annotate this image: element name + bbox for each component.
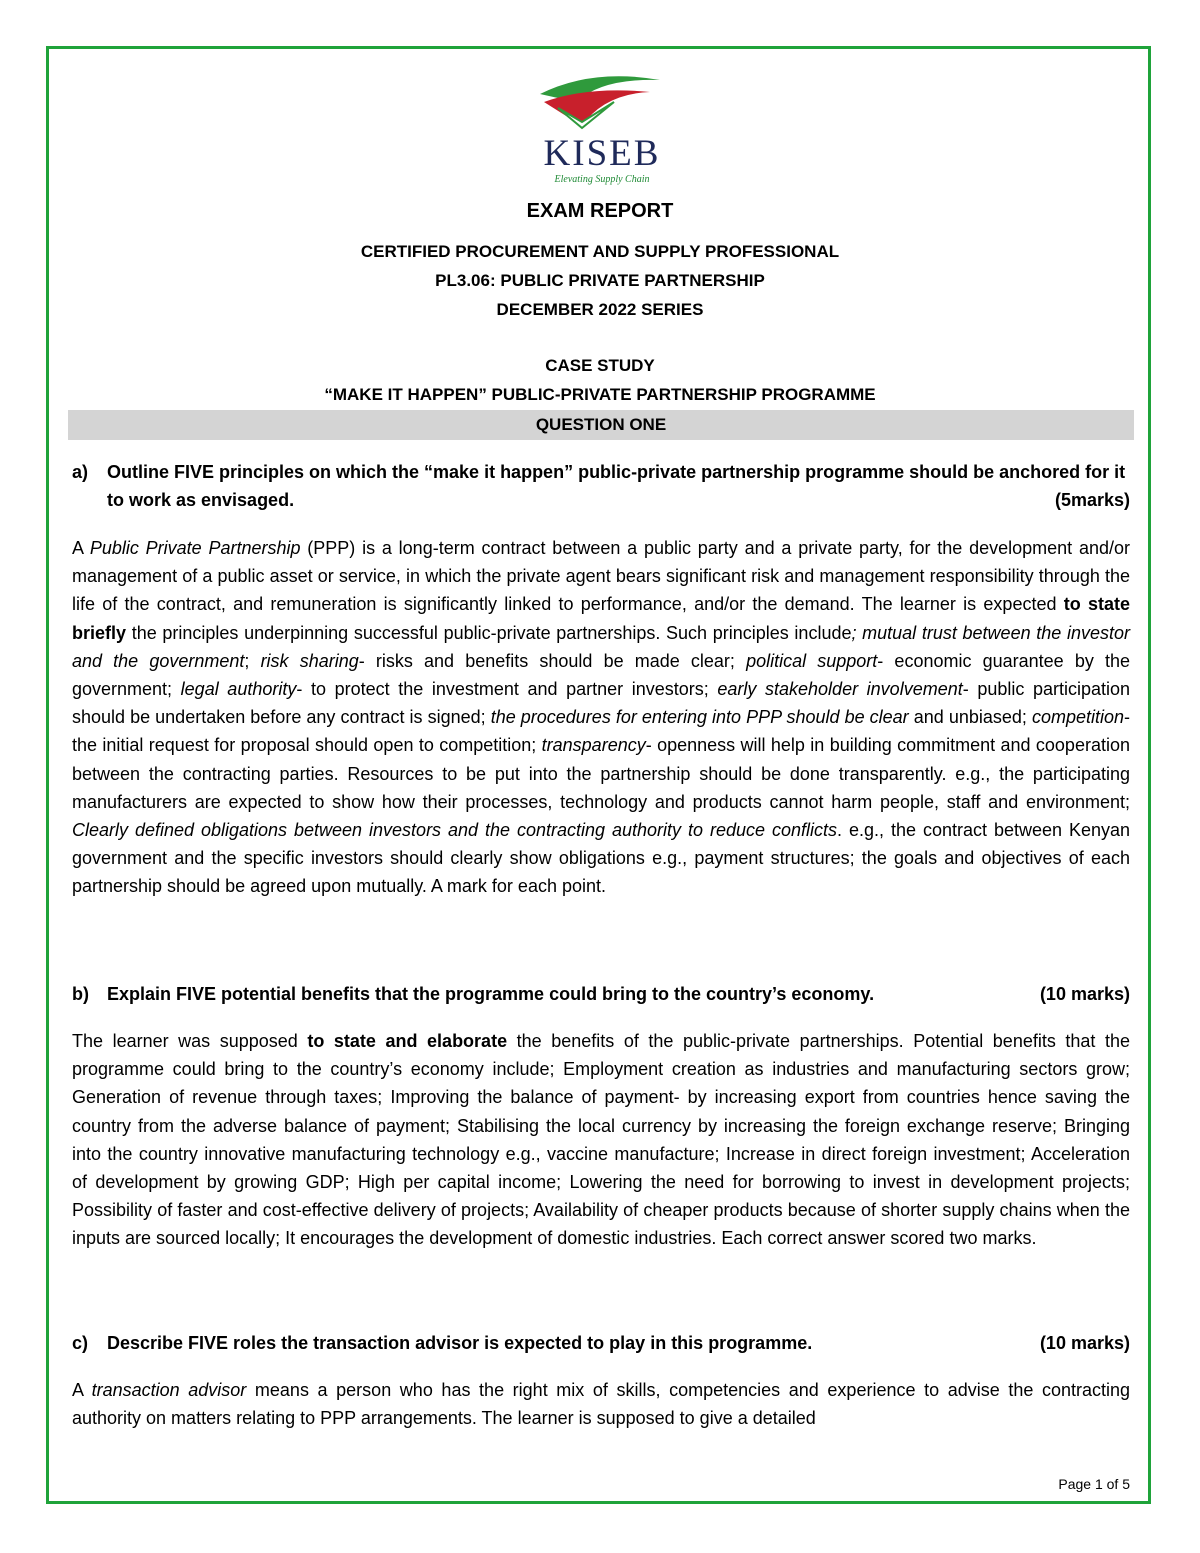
- question-b-heading: [72, 980, 1130, 1008]
- text-run: competition: [1031, 707, 1125, 728]
- text-run: to state and elaborate: [307, 1031, 508, 1051]
- case-study-label: CASE STUDY: [545, 356, 655, 375]
- text-run: ;: [244, 650, 261, 671]
- logo-tagline: Elevating Supply Chain: [554, 174, 650, 185]
- question-c-text: Describe FIVE roles the transaction advisor is expected to play in this programme.: [107, 1333, 813, 1353]
- text-run: ; mutual trust between the investor and the government: [72, 622, 1130, 671]
- question-a-heading: [72, 458, 1130, 514]
- text-run: . e.g., the contract between Kenyan government and the specific investors should clearly show obligations e.g., payment structures; the goals and objectives of each partnership should be agreed upon mutually. A mark for each point.: [72, 820, 1131, 897]
- text-run: The learner was supposed: [72, 1031, 308, 1051]
- text-run: - economic guarantee by the government;: [72, 650, 1131, 700]
- text-run: early stakeholder involvement: [717, 679, 963, 700]
- text-run: and unbiased;: [908, 707, 1032, 728]
- text-run: - to protect the investment and partner investors;: [296, 679, 718, 700]
- kiseb-logo: [532, 72, 672, 190]
- answer-b-paragraph: [72, 1027, 1130, 1253]
- logo-swoosh-icon: [532, 72, 672, 142]
- paper-title: PL3.06: PUBLIC PRIVATE PARTNERSHIP: [435, 271, 765, 290]
- question-b-text: Explain FIVE potential benefits that the programme could bring to the country’s economy.: [107, 984, 875, 1004]
- text-run: legal authority: [180, 679, 297, 700]
- case-study-title: “MAKE IT HAPPEN” PUBLIC-PRIVATE PARTNERSHIP PROGRAMME: [324, 385, 876, 404]
- text-run: transparency: [541, 735, 646, 756]
- text-run: transaction advisor: [91, 1380, 247, 1400]
- question-a-label: a): [72, 462, 89, 482]
- text-run: (PPP) is a long-term contract between a public party and a private party, for the development and/or management of a public asset or service, in which the private agent bears significant risk and management responsibility through the life of the contract, and remuneration is significantly linked to performance, and/or the demand. The learner is expected: [72, 538, 1130, 615]
- text-run: means a person who has the right mix of skills, competencies and experience to advise the contracting authority on matters relating to PPP arrangements. The learner is supposed to give a detailed: [72, 1380, 1131, 1429]
- question-c-label: c): [72, 1333, 89, 1353]
- question-c-heading: [72, 1329, 1130, 1357]
- text-run: Public Private Partnership: [89, 538, 301, 558]
- text-run: - public participation should be undertaken before any contract is signed;: [72, 679, 1131, 728]
- text-run: - the initial request for proposal should open to competition;: [72, 707, 1131, 756]
- text-run: the principles underpinning successful public-private partnerships. Such principles include: [126, 622, 852, 643]
- question-a-text: Outline FIVE principles on which the “make it happen” public-private partnership programme should be anchored for it to work as envisaged.: [107, 462, 1126, 510]
- page-number: Page 1 of 5: [1058, 1476, 1130, 1492]
- answer-c-paragraph: [72, 1376, 1130, 1432]
- text-run: Clearly defined obligations between investors and the contracting authority to reduce conflicts: [72, 820, 838, 841]
- series-title: DECEMBER 2022 SERIES: [496, 300, 704, 319]
- question-one-bar: QUESTION ONE: [68, 410, 1134, 440]
- text-run: the benefits of the public-private partnerships. Potential benefits that the programme could bring to the country’s economy include; Employment creation as industries and manufacturing sectors grow; Generation of revenue through taxes; Improving the balance of payment- by increasing export from countries hence saving the country from the adverse balance of payment; Stabilising the local currency by increasing the foreign exchange reserve; Bringing into the country innovative manufacturing technology e.g., vaccine manufacture; Increase in direct foreign investment; Acceleration of development by growing GDP; High per capital income; Lowering the need for borrowing to invest in development projects; Possibility of faster and cost-effective delivery of projects; Availability of cheaper products because of shorter supply chains when the inputs are sourced locally; It encourages the development of domestic industries. Each correct answer scored two marks.: [72, 1031, 1131, 1249]
- qualification-title: CERTIFIED PROCUREMENT AND SUPPLY PROFESSIONAL: [360, 242, 840, 261]
- text-run: political support: [746, 650, 878, 671]
- text-run: A: [72, 1380, 92, 1400]
- text-run: the procedures for entering into PPP should be clear: [490, 707, 909, 728]
- text-run: to state briefly: [72, 594, 1130, 643]
- report-title: EXAM REPORT: [526, 200, 674, 222]
- question-c-marks: (10 marks): [1039, 1333, 1130, 1353]
- text-run: risk sharing: [260, 650, 359, 671]
- text-run: - risks and benefits should be made clear;: [358, 650, 747, 671]
- question-b-label: b): [72, 984, 89, 1004]
- question-b-marks: (10 marks): [1039, 984, 1130, 1004]
- question-a-marks: (5marks): [1054, 490, 1130, 510]
- logo-wordmark: KISEB: [543, 133, 661, 174]
- text-run: - openness will help in building commitment and cooperation between the contracting parties. Resources to be put into the partnership should be done transparently. e.g., the participating manufacturers are expected to show how their processes, technology and products cannot harm people, staff and environment;: [72, 735, 1130, 812]
- text-run: A: [72, 538, 90, 558]
- answer-a-paragraph: [72, 534, 1130, 901]
